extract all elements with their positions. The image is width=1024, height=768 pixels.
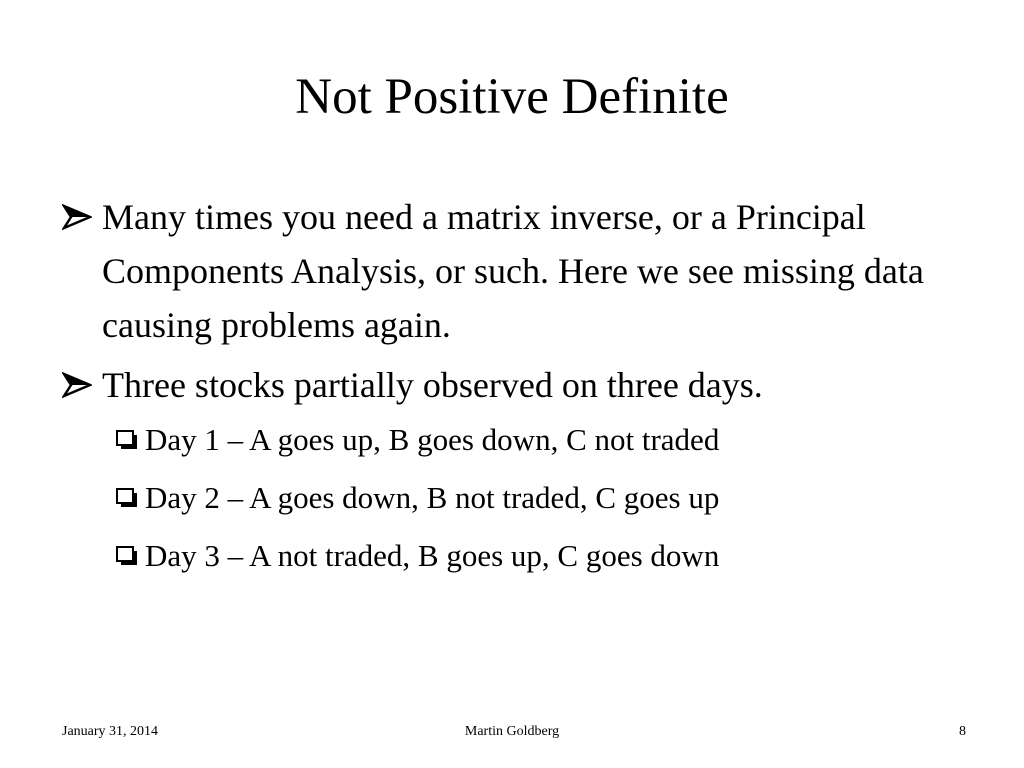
sub-bullet-day-2: [60, 476, 960, 520]
bullet-list: [60, 190, 960, 592]
footer-author: Martin Goldberg: [464, 724, 560, 739]
bullet-item-2-text: Three stocks partially observed on three days.: [102, 365, 763, 405]
sub-bullet-day-3-text: Day 3 – A not traded, B goes up, C goes down: [145, 538, 720, 573]
slide-title: Not Positive Definite: [295, 69, 729, 125]
footer-page-number: 8: [959, 724, 966, 739]
sub-bullet-day-1-text: Day 1 – A goes up, B goes down, C not traded: [145, 422, 720, 457]
checkbox-bullet-icon: [116, 430, 138, 450]
bullet-item-1-text: Many times you need a matrix inverse, or a Principal Components Analysis, or such. Here we see missing data causing problems again.: [102, 197, 924, 345]
arrow-bullet-icon: [62, 204, 92, 230]
sub-bullet-day-3: [60, 534, 960, 578]
checkbox-bullet-icon: [116, 546, 138, 566]
bullet-item-2: [60, 358, 960, 412]
footer-date: January 31, 2014: [62, 724, 159, 739]
sub-bullet-day-1: [60, 418, 960, 462]
checkbox-bullet-icon: [116, 488, 138, 508]
bullet-item-1: [60, 190, 960, 352]
arrow-bullet-icon: [62, 372, 92, 398]
sub-bullet-day-2-text: Day 2 – A goes down, B not traded, C goes up: [145, 480, 720, 515]
